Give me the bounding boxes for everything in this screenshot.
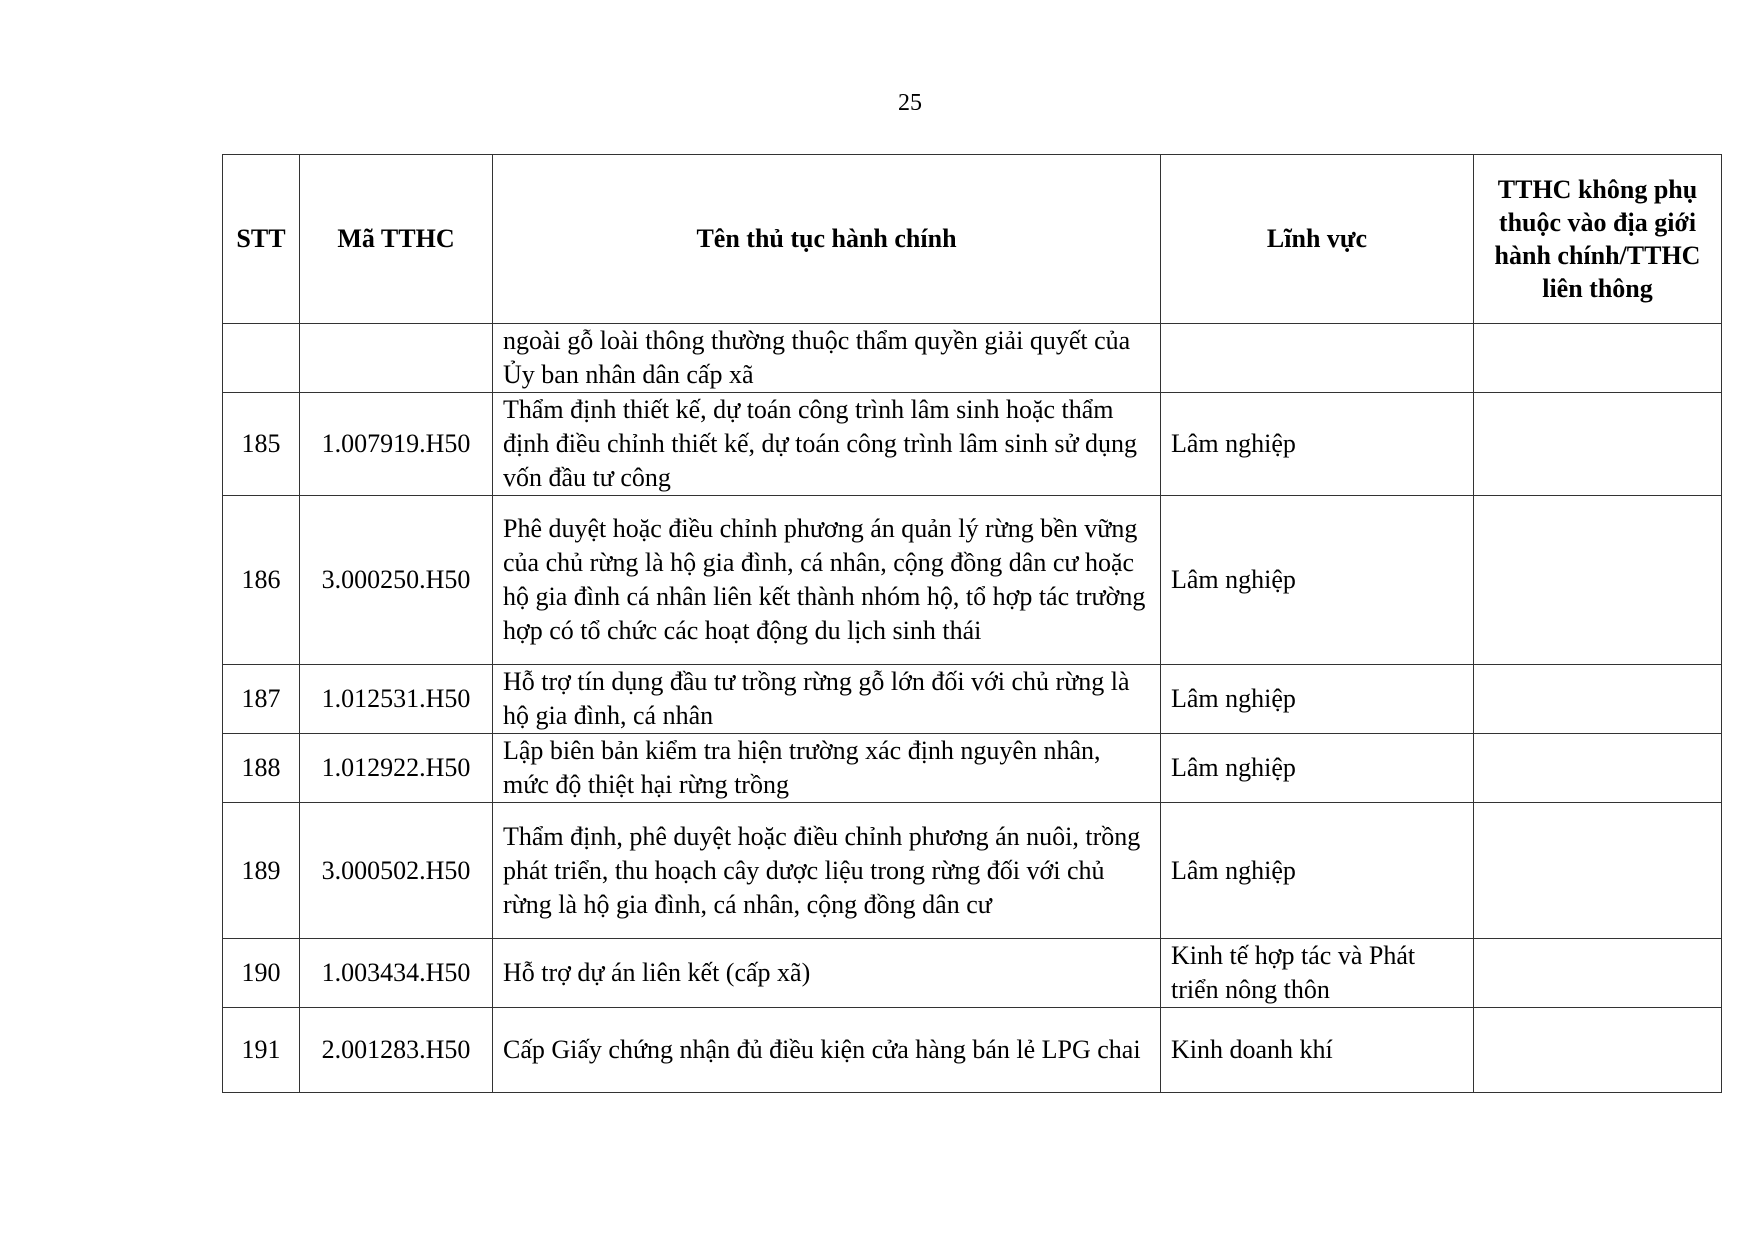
cell-code: 1.003434.H50 — [300, 939, 493, 1008]
cell-name: Thẩm định, phê duyệt hoặc điều chỉnh phương án nuôi, trồng phát triển, thu hoạch cây dược liệu trong rừng đối với chủ rừng là hộ gia đình, cá nhân, cộng đồng dân cư — [493, 803, 1161, 939]
cell-name: Hỗ trợ tín dụng đầu tư trồng rừng gỗ lớn đối với chủ rừng là hộ gia đình, cá nhân — [493, 665, 1161, 734]
procedures-table — [222, 154, 1722, 1093]
cell-stt: 190 — [223, 939, 300, 1008]
cell-note — [1474, 1008, 1722, 1093]
header-field: Lĩnh vực — [1161, 155, 1474, 324]
table-row — [223, 734, 1722, 803]
cell-note — [1474, 665, 1722, 734]
cell-field: Lâm nghiệp — [1161, 803, 1474, 939]
header-note: TTHC không phụ thuộc vào địa giới hành chính/TTHC liên thông — [1474, 155, 1722, 324]
cell-field: Kinh doanh khí — [1161, 1008, 1474, 1093]
cell-field: Kinh tế hợp tác và Phát triển nông thôn — [1161, 939, 1474, 1008]
table-row — [223, 324, 1722, 393]
cell-field — [1161, 324, 1474, 393]
cell-code: 1.012531.H50 — [300, 665, 493, 734]
cell-field: Lâm nghiệp — [1161, 665, 1474, 734]
header-stt: STT — [223, 155, 300, 324]
header-name: Tên thủ tục hành chính — [493, 155, 1161, 324]
table-header-row — [223, 155, 1722, 324]
cell-code — [300, 324, 493, 393]
table-row — [223, 1008, 1722, 1093]
cell-name: Hỗ trợ dự án liên kết (cấp xã) — [493, 939, 1161, 1008]
cell-field: Lâm nghiệp — [1161, 734, 1474, 803]
cell-stt: 186 — [223, 496, 300, 665]
table-row — [223, 939, 1722, 1008]
cell-stt: 191 — [223, 1008, 300, 1093]
cell-code: 1.012922.H50 — [300, 734, 493, 803]
cell-note — [1474, 393, 1722, 496]
cell-stt: 188 — [223, 734, 300, 803]
cell-name: ngoài gỗ loài thông thường thuộc thẩm quyền giải quyết của Ủy ban nhân dân cấp xã — [493, 324, 1161, 393]
table-row — [223, 393, 1722, 496]
cell-code: 1.007919.H50 — [300, 393, 493, 496]
cell-stt: 185 — [223, 393, 300, 496]
cell-note — [1474, 734, 1722, 803]
cell-stt: 187 — [223, 665, 300, 734]
table-row — [223, 665, 1722, 734]
header-code: Mã TTHC — [300, 155, 493, 324]
cell-note — [1474, 324, 1722, 393]
cell-name: Phê duyệt hoặc điều chỉnh phương án quản lý rừng bền vững của chủ rừng là hộ gia đình, cá nhân, cộng đồng dân cư hoặc hộ gia đình cá nhân liên kết thành nhóm hộ, tổ hợp tác trường hợp có tổ chức các hoạt động du lịch sinh thái — [493, 496, 1161, 665]
cell-name: Thẩm định thiết kế, dự toán công trình lâm sinh hoặc thẩm định điều chỉnh thiết kế, dự toán công trình lâm sinh sử dụng vốn đầu tư công — [493, 393, 1161, 496]
cell-note — [1474, 803, 1722, 939]
page-number: 25 — [898, 90, 922, 116]
cell-name: Cấp Giấy chứng nhận đủ điều kiện cửa hàng bán lẻ LPG chai — [493, 1008, 1161, 1093]
cell-name: Lập biên bản kiểm tra hiện trường xác định nguyên nhân, mức độ thiệt hại rừng trồng — [493, 734, 1161, 803]
cell-note — [1474, 496, 1722, 665]
table-row — [223, 496, 1722, 665]
cell-stt — [223, 324, 300, 393]
cell-note — [1474, 939, 1722, 1008]
cell-code: 3.000502.H50 — [300, 803, 493, 939]
cell-code: 2.001283.H50 — [300, 1008, 493, 1093]
cell-field: Lâm nghiệp — [1161, 393, 1474, 496]
cell-field: Lâm nghiệp — [1161, 496, 1474, 665]
cell-stt: 189 — [223, 803, 300, 939]
cell-code: 3.000250.H50 — [300, 496, 493, 665]
table-row — [223, 803, 1722, 939]
